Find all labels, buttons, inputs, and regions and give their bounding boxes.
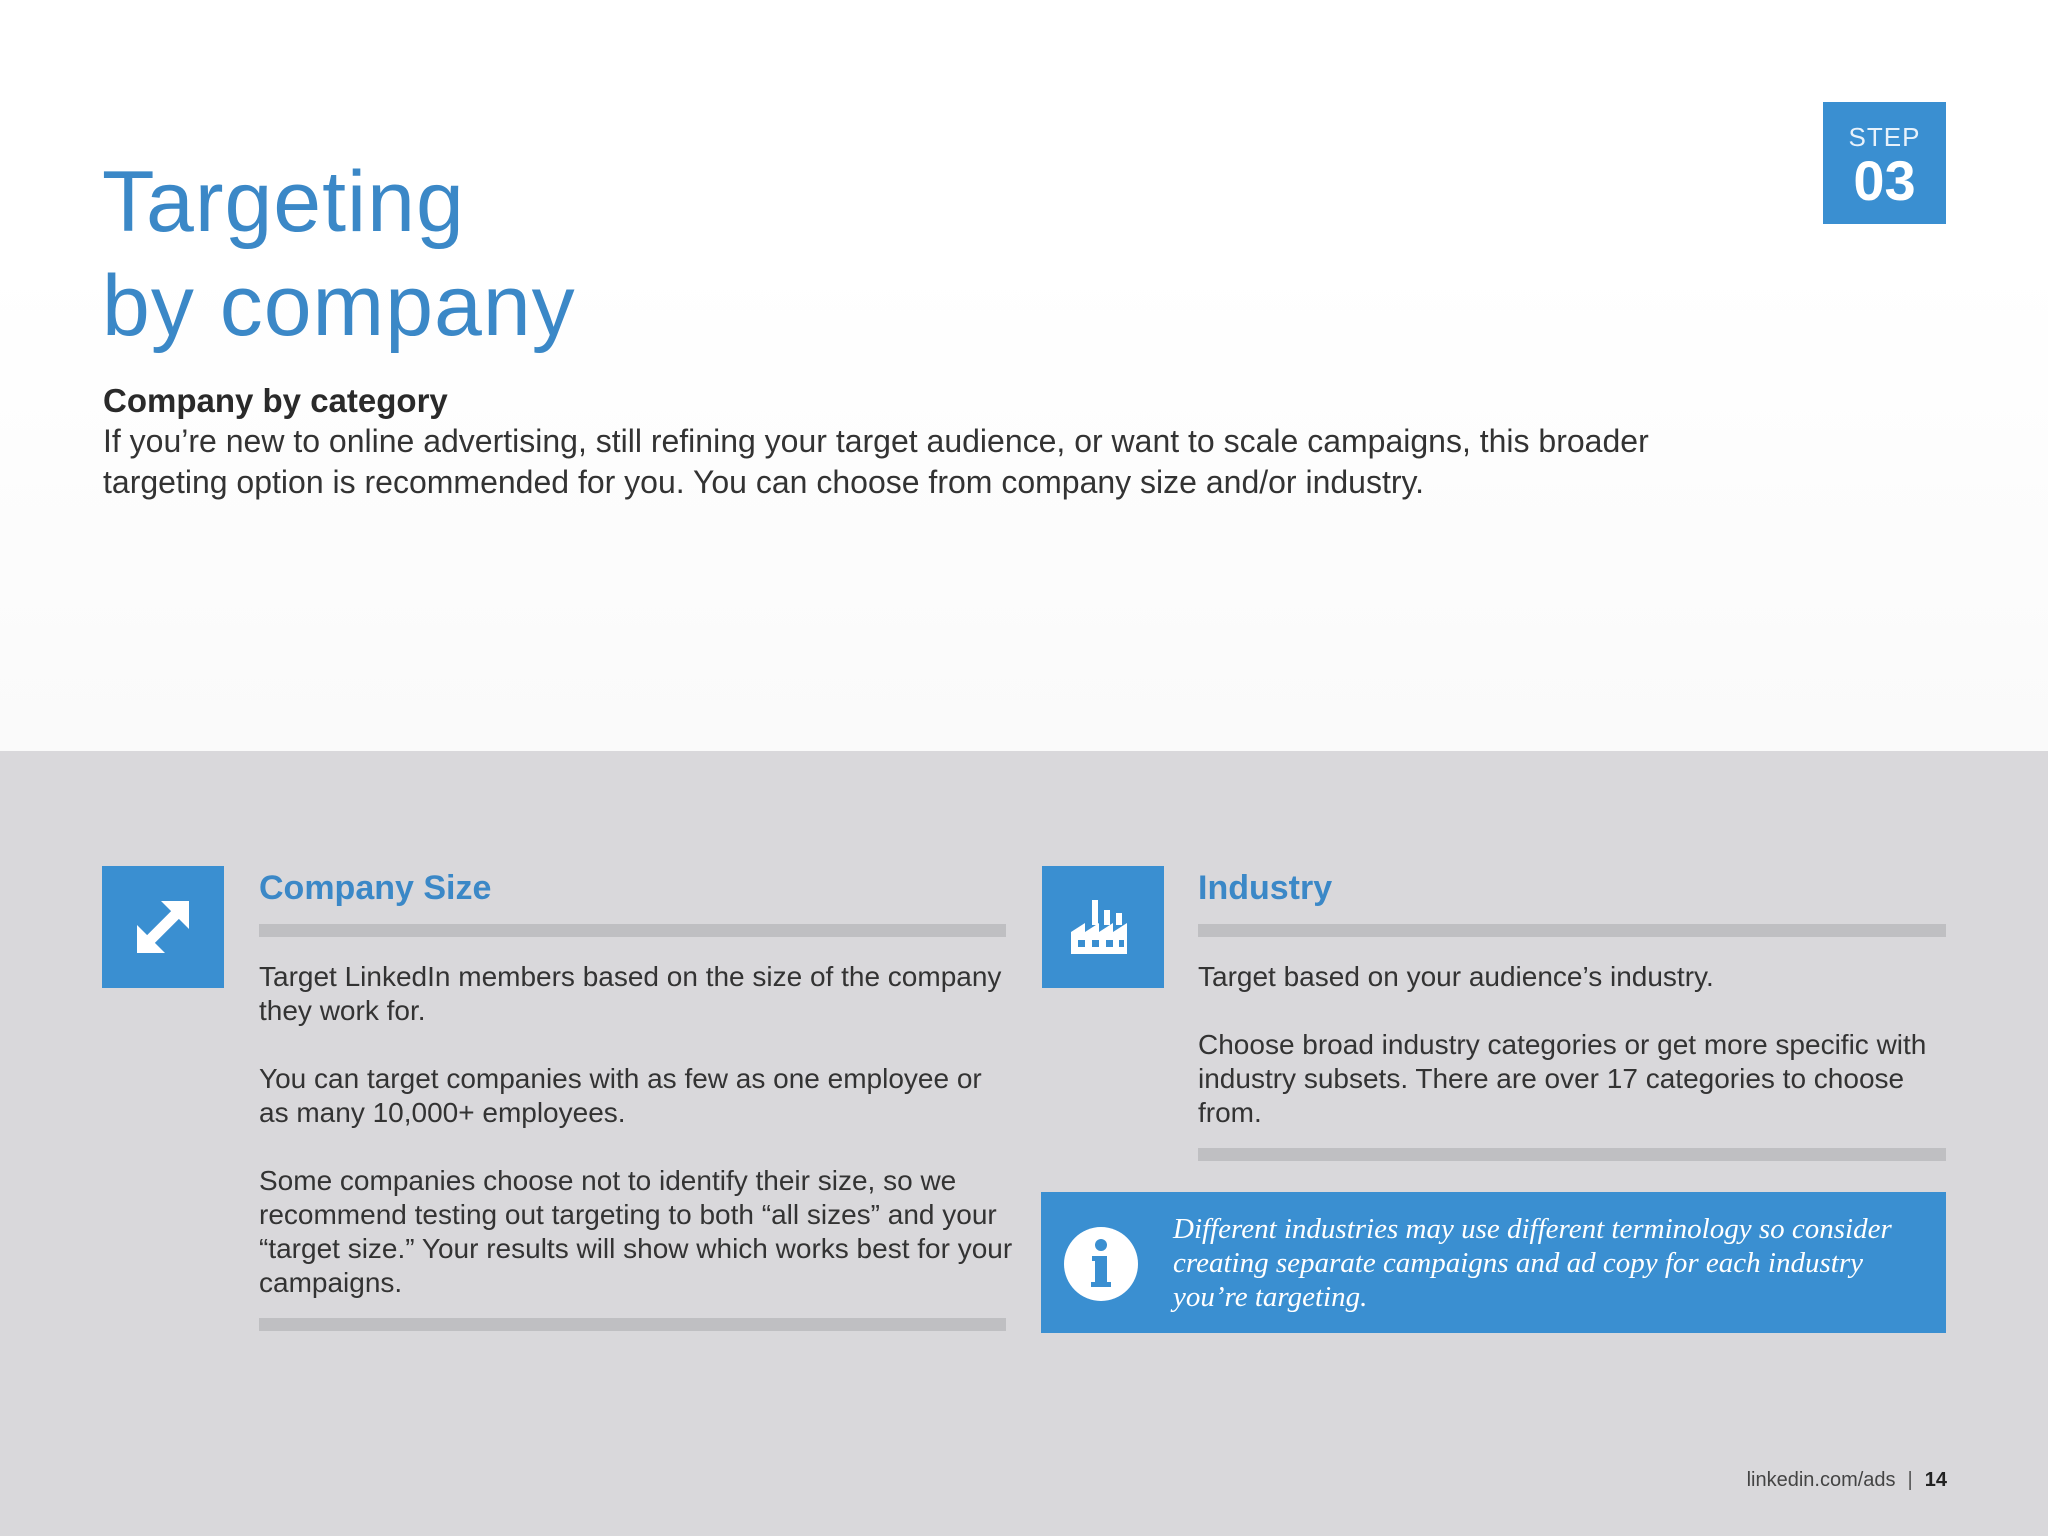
industry-divider-top xyxy=(1198,924,1946,937)
company-size-paragraph-3: Some companies choose not to identify their size, so we recommend testing out targeting to both “all sizes” and your “target size.” Your results will show which works best for your campaigns. xyxy=(259,1165,1013,1298)
step-label: STEP xyxy=(1848,122,1921,152)
top-section xyxy=(0,0,2048,751)
resize-arrows-icon xyxy=(102,866,224,988)
section-heading: Company by category xyxy=(103,382,448,419)
company-size-icon-box xyxy=(102,866,224,988)
page-footer xyxy=(1747,1466,1947,1494)
page-title-line-1: Targeting xyxy=(102,154,465,250)
industry-heading: Industry xyxy=(1198,869,1333,907)
company-size-paragraph-1: Target LinkedIn members based on the size of the company they work for. xyxy=(259,961,1002,1026)
industry-text xyxy=(1198,960,1938,1130)
company-size-heading: Company Size xyxy=(259,869,492,907)
section-intro-text: If you’re new to online advertising, still refining your target audience, or want to scale campaigns, this broader targeting option is recommended for you. You can choose from company size and/or industry. xyxy=(103,423,1649,500)
industry-divider-bottom xyxy=(1198,1148,1946,1161)
factory-icon xyxy=(1042,866,1164,988)
industry-paragraph-2: Choose broad industry categories or get more specific with industry subsets. There are over 17 categories to choose from. xyxy=(1198,1029,1927,1128)
company-size-paragraph-2: You can target companies with as few as one employee or as many 10,000+ employees. xyxy=(259,1063,982,1128)
industry-paragraph-1: Target based on your audience’s industry. xyxy=(1198,961,1714,992)
company-size-text xyxy=(259,960,1019,1300)
step-number: 03 xyxy=(1853,149,1916,212)
page-number: 14 xyxy=(1924,1469,1947,1491)
footer-separator: | xyxy=(1907,1469,1913,1491)
page-title-line-2: by company xyxy=(102,258,576,354)
page-title xyxy=(102,150,576,358)
company-size-divider-top xyxy=(259,924,1006,937)
step-badge xyxy=(1823,102,1946,224)
tip-callout xyxy=(1041,1192,1946,1333)
industry-icon-box xyxy=(1042,866,1164,988)
info-icon xyxy=(1063,1226,1139,1302)
footer-url[interactable]: linkedin.com/ads xyxy=(1746,1469,1896,1491)
tip-callout-text: Different industries may use different terminology so consider creating separate campaigns and ad copy for each industry you’re targeting. xyxy=(1173,1213,1892,1313)
company-size-divider-bottom xyxy=(259,1318,1006,1331)
